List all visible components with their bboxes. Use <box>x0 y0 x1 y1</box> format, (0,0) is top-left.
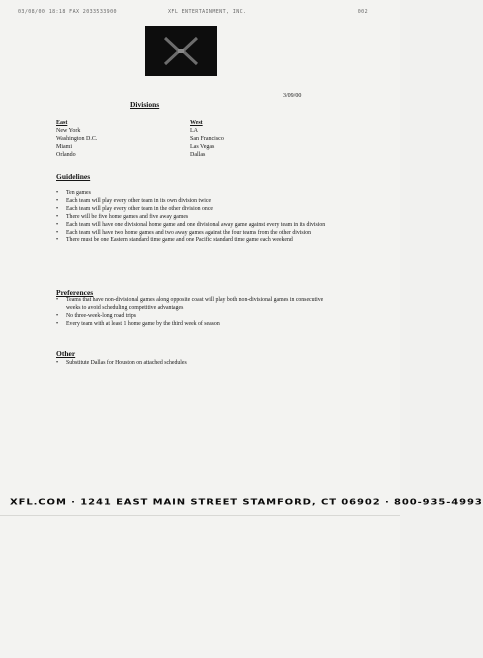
list-item: • Substitute Dallas for Houston on attached schedules <box>56 360 326 368</box>
west-label: West <box>190 120 203 126</box>
list-item: • There must be one Eastern standard time game and one Pacific standard time game each weekend <box>56 237 326 245</box>
letterhead-footer: XFL.COM · 1241 EAST MAIN STREET STAMFORD, CT 06902 · 800-935-4993 <box>10 498 483 507</box>
preferences-heading: Preferences <box>56 288 94 297</box>
xfl-logo-mark <box>161 34 201 68</box>
list-item: • Ten games <box>56 190 326 198</box>
guidelines-heading: Guidelines <box>56 172 91 181</box>
east-team: Miami <box>56 144 72 150</box>
guidelines-list <box>56 190 326 245</box>
east-division-column <box>56 119 97 159</box>
divisions-heading: Divisions <box>130 100 160 109</box>
west-team: Dallas <box>190 152 206 158</box>
east-team: New York <box>56 128 81 134</box>
fax-header-left: 03/08/00 18:18 FAX 2033533900 <box>18 9 117 15</box>
east-team: Washington D.C. <box>56 136 98 142</box>
east-label: East <box>56 120 68 126</box>
preferences-list <box>56 297 326 329</box>
fax-header <box>18 6 368 18</box>
list-item: • Every team with at least 1 home game by the third week of season <box>56 321 326 329</box>
page-divider <box>0 515 400 516</box>
list-item: • There will be five home games and five away games <box>56 214 326 222</box>
west-team: Las Vegas <box>190 144 215 150</box>
west-team: LA <box>190 128 198 134</box>
fax-header-right: 002 <box>357 9 368 15</box>
other-heading: Other <box>56 349 76 358</box>
list-item: • Each team will have one divisional home game and one divisional away game against every team in its division <box>56 222 326 230</box>
west-division-column <box>190 119 224 159</box>
list-item: • Each team will play every other team in the other division once <box>56 206 326 214</box>
list-item: • Teams that have non-divisional games along opposite coast will play both non-divisional games in consecutive weeks to avoid scheduling competitive advantages <box>56 297 326 313</box>
list-item: • Each team will play every other team in its own division twice <box>56 198 326 206</box>
other-list <box>56 360 326 368</box>
list-item: • No three-week-long road trips <box>56 313 326 321</box>
document-date: 3/09/00 <box>283 93 302 99</box>
list-item: • Each team will have two home games and two away games against the four teams from the other division <box>56 230 326 238</box>
xfl-logo-icon <box>145 26 217 76</box>
east-team: Orlando <box>56 152 76 158</box>
fax-header-center: XFL ENTERTAINMENT, INC. <box>168 9 247 15</box>
west-team: San Francisco <box>190 136 224 142</box>
